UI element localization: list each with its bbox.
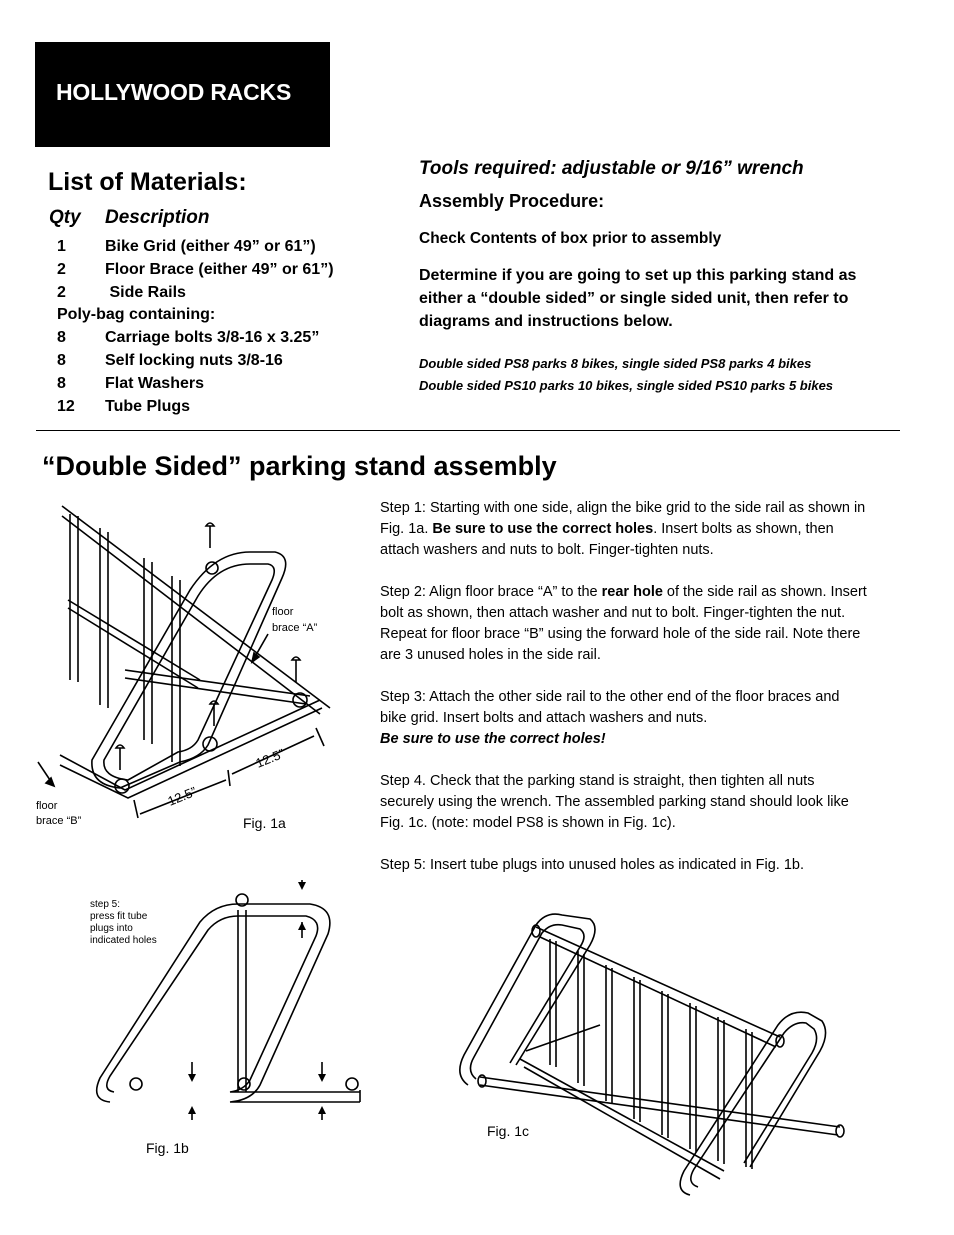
figure-1b [80,880,380,1130]
step-1: Step 1: Starting with one side, align the bike grid to the side rail as shown in Fig. 1a. Be sure to use the correct holes. Insert bolts as shown, then attach washers and nuts to bolt. Finger-tighten nuts. [380,500,866,558]
step5-note: plugs into [90,923,133,934]
description-header: Description [105,207,210,228]
material-desc: Carriage bolts 3/8-16 x 3.25” [105,329,320,346]
material-row [57,352,283,370]
brand-title: HOLLYWOOD RACKS [56,79,292,105]
step-2: Step 2: Align floor brace “A” to the rear hole of the side rail as shown. Insert bolt as shown, then attach washer and nut to bolt. Finger-tighten the nut. Repeat for floor brace “B” using the forward hole of the side rail. Note there are 3 unused holes in the side rail. [380,584,867,663]
material-row [57,238,316,256]
material-row [57,284,186,302]
section-title: “Double Sided” parking stand assembly [42,451,557,481]
material-row [57,306,215,324]
step5-note: indicated holes [90,935,157,946]
floor-brace-b-label-1: floor [36,800,58,812]
material-desc: Flat Washers [105,375,204,392]
material-desc: Side Rails [105,284,186,301]
figure-1a-label: Fig. 1a [243,815,286,831]
material-row [57,375,204,393]
dimension-label: 12.5” [253,745,287,771]
procedure-title: Assembly Procedure: [419,191,605,211]
material-qty: 1 [57,238,66,255]
section-divider [36,430,900,431]
step-4: Step 4. Check that the parking stand is straight, then tighten all nuts securely using the wrench. The assembled parking stand should look like Fig. 1c. (note: model PS8 is shown in Fig. 1c). [380,773,849,831]
step-3: Step 3: Attach the other side rail to the other end of the floor braces and bike grid. Insert bolts and attach washers and nuts. Be sure to use the correct holes! [380,689,840,747]
material-qty: 8 [57,352,66,369]
material-desc: Bike Grid (either 49” or 61”) [105,238,316,255]
assembly-steps [380,498,870,897]
figure-1a [30,500,370,840]
material-row [57,329,319,347]
material-qty: 8 [57,375,66,392]
tools-required: Tools required: adjustable or 9/16” wrench [419,158,804,179]
material-desc: Tube Plugs [105,398,191,415]
floor-brace-a-label-2: brace “A” [272,622,318,634]
step5-note: press fit tube [90,911,148,922]
step5-note: step 5: [90,899,121,910]
brand-banner [35,42,330,147]
material-qty: 12 [57,398,75,415]
capacity-note: Double sided PS8 parks 8 bikes, single sided PS8 parks 4 bikes [419,356,812,371]
material-desc: Self locking nuts 3/8-16 [105,352,283,369]
materials-title: List of Materials: [48,168,247,196]
capacity-note: Double sided PS10 parks 10 bikes, single sided PS10 parks 5 bikes [419,378,834,393]
materials-header [49,207,210,229]
determine-text: Determine if you are going to set up this parking stand as either a “double sided” or single sided unit, then refer to diagrams and instructions below. [419,267,857,330]
dimension-label: 12.5” [165,783,199,809]
material-row [57,398,190,416]
figure-1c [450,905,860,1205]
floor-brace-b-label-2: brace “B” [36,815,82,827]
step-5: Step 5: Insert tube plugs into unused holes as indicated in Fig. 1b. [380,857,804,873]
figure-1b-label: Fig. 1b [146,1140,189,1156]
figure-1c-label: Fig. 1c [487,1123,530,1139]
check-contents: Check Contents of box prior to assembly [419,230,722,247]
floor-brace-a-label-1: floor [272,606,294,618]
material-qty: 2 [57,261,66,278]
material-qty: 2 [57,284,66,301]
material-qty: 8 [57,329,66,346]
material-row [57,261,334,279]
material-desc: Poly-bag containing: [57,306,216,323]
material-desc: Floor Brace (either 49” or 61”) [105,261,334,278]
qty-header: Qty [49,207,81,228]
